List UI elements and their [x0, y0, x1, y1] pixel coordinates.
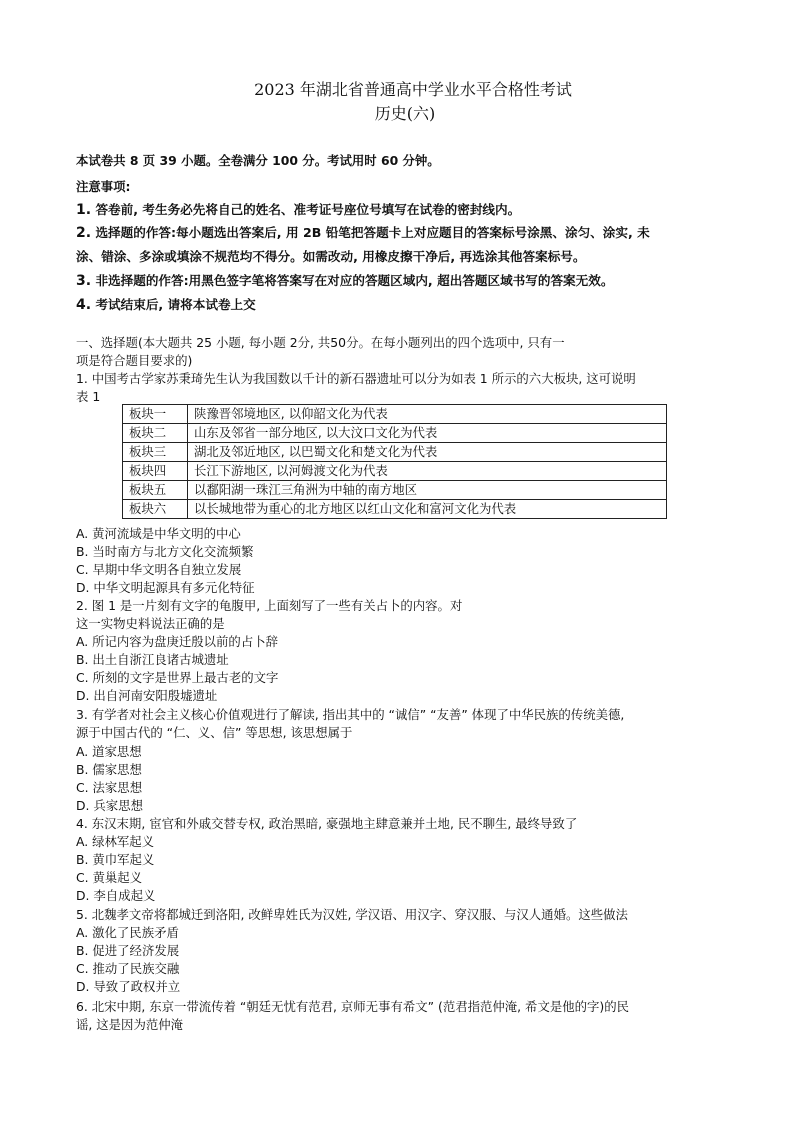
notice-text: 非选择题的作答:用黑色签字笔将答案写在对应的答题区域内, 超出答题区域书写的答案无效。 — [95, 273, 614, 288]
question-3-option-c: C. 法家思想 — [76, 780, 143, 795]
table-cell-label: 板块六 — [123, 500, 188, 519]
table-row — [123, 462, 667, 481]
culture-blocks-table — [122, 404, 667, 519]
question-3-option-b: B. 儒家思想 — [76, 762, 142, 777]
notice-number: 4. — [76, 297, 92, 313]
question-2-stem: 2. 图 1 是一片刻有文字的龟腹甲, 上面刻写了一些有关占卜的内容。对 — [76, 598, 463, 613]
table-cell-label: 板块四 — [123, 462, 188, 481]
section-heading-continued: 项是符合题目要求的) — [76, 353, 193, 368]
question-5-option-c: C. 推动了民族交融 — [76, 961, 180, 976]
question-2-stem-continued: 这一实物史料说法正确的是 — [76, 616, 225, 631]
table-row — [123, 481, 667, 500]
exam-summary: 本试卷共 8 页 39 小题。全卷满分 100 分。考试用时 60 分钟。 — [76, 153, 440, 168]
question-1-option-c: C. 早期中华文明各自独立发展 — [76, 562, 242, 577]
question-6-stem: 6. 北宋中期, 东京一带流传着 “朝廷无忧有范君, 京师无事有希文” (范君指范仲淹, 希文是他的字)的民 — [76, 999, 630, 1014]
question-1-option-b: B. 当时南方与北方文化交流频繁 — [76, 544, 254, 559]
notice-text: 答卷前, 考生务必先将自己的姓名、准考证号座位号填写在试卷的密封线内。 — [95, 202, 521, 217]
table-row — [123, 500, 667, 519]
question-5-option-a: A. 激化了民族矛盾 — [76, 925, 179, 940]
notice-number: 2. — [76, 225, 92, 241]
notice-title: 注意事项: — [76, 179, 131, 194]
notice-text: 考试结束后, 请将本试卷上交 — [95, 297, 256, 312]
question-3-stem-continued: 源于中国古代的 “仁、义、信” 等思想, 该思想属于 — [76, 725, 353, 740]
table-cell-label: 板块三 — [123, 443, 188, 462]
table-cell-label: 板块二 — [123, 424, 188, 443]
table-cell-desc: 山东及邻省一部分地区, 以大汶口文化为代表 — [188, 424, 667, 443]
table-caption: 表 1 — [76, 389, 101, 404]
section-heading: 一、选择题(本大题共 25 小题, 每小题 2分, 共50分。在每小题列出的四个选项中, 只有一 — [76, 335, 565, 350]
question-2-option-a: A. 所记内容为盘庚迁殷以前的占卜辞 — [76, 634, 278, 649]
question-4-option-a: A. 绿林军起义 — [76, 834, 155, 849]
table-cell-label: 板块五 — [123, 481, 188, 500]
notice-text: 选择题的作答:每小题选出答案后, 用 2B 铅笔把答题卡上对应题目的答案标号涂黑、涂匀、涂实, 未 — [95, 225, 650, 240]
question-2-option-d: D. 出自河南安阳殷墟遗址 — [76, 688, 218, 703]
notice-item-4 — [76, 296, 256, 314]
table-cell-label: 板块一 — [123, 405, 188, 424]
notice-text-continued: 涂、错涂、多涂或填涂不规范均不得分。如需改动, 用橡皮擦干净后, 再选涂其他答案标号。 — [76, 249, 586, 264]
notice-item-1 — [76, 201, 520, 219]
question-5-stem: 5. 北魏孝文帝将都城迁到洛阳, 改鲜卑姓氏为汉姓, 学汉语、用汉字、穿汉服、与汉人通婚。这些做法 — [76, 907, 628, 922]
question-2-option-c: C. 所刻的文字是世界上最古老的文字 — [76, 670, 279, 685]
table-cell-desc: 湖北及邻近地区, 以巴蜀文化和楚文化为代表 — [188, 443, 667, 462]
table-row — [123, 405, 667, 424]
question-1-option-d: D. 中华文明起源具有多元化特征 — [76, 580, 255, 595]
notice-number: 1. — [76, 202, 92, 218]
table-cell-desc: 以长城地带为重心的北方地区以红山文化和富河文化为代表 — [188, 500, 667, 519]
question-2-option-b: B. 出土自浙江良诸古城遗址 — [76, 652, 229, 667]
question-5-option-d: D. 导致了政权并立 — [76, 979, 181, 994]
exam-title: 2023 年湖北省普通高中学业水平合格性考试 — [254, 80, 572, 99]
question-4-option-d: D. 李自成起义 — [76, 888, 156, 903]
question-4-stem: 4. 东汉末期, 宦官和外戚交替专权, 政治黑暗, 豪强地主肆意兼并土地, 民不聊生, 最终导致了 — [76, 816, 578, 831]
question-1-stem: 1. 中国考古学家苏秉琦先生认为我国数以千计的新石器遗址可以分为如表 1 所示的六大板块, 这可说明 — [76, 371, 636, 386]
table-row — [123, 424, 667, 443]
question-6-stem-continued: 谣, 这是因为范仲淹 — [76, 1017, 184, 1032]
question-5-option-b: B. 促进了经济发展 — [76, 943, 180, 958]
question-3-option-a: A. 道家思想 — [76, 744, 142, 759]
table-cell-desc: 陕豫晋邻境地区, 以仰韶文化为代表 — [188, 405, 667, 424]
question-1-option-a: A. 黄河流域是中华文明的中心 — [76, 526, 241, 541]
notice-item-3 — [76, 272, 613, 290]
table-row — [123, 443, 667, 462]
question-4-option-c: C. 黄巢起义 — [76, 870, 143, 885]
question-3-option-d: D. 兵家思想 — [76, 798, 143, 813]
question-3-stem: 3. 有学者对社会主义核心价值观进行了解读, 指出其中的 “诚信” “友善” 体现了中华民族的传统美德, — [76, 707, 625, 722]
exam-subtitle: 历史(六) — [374, 104, 436, 123]
table-cell-desc: 以鄱阳湖一珠江三角洲为中轴的南方地区 — [188, 481, 667, 500]
question-4-option-b: B. 黄巾军起义 — [76, 852, 155, 867]
table-cell-desc: 长江下游地区, 以河姆渡文化为代表 — [188, 462, 667, 481]
notice-number: 3. — [76, 273, 92, 289]
notice-item-2 — [76, 224, 650, 242]
